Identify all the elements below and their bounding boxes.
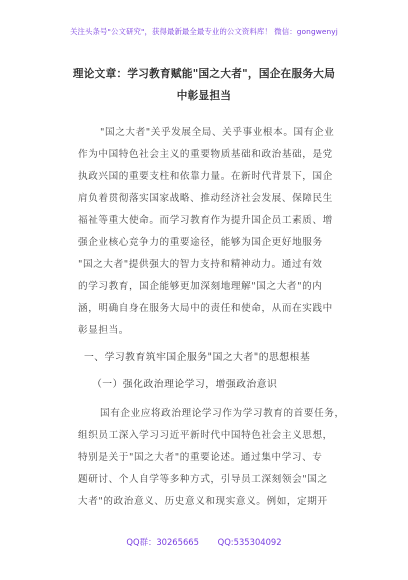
paragraph-line: 强企业核心竞争力的重要途径，能够为国企更好地服务: [78, 237, 323, 248]
paragraph-line: 彰显担当。: [78, 325, 129, 336]
paragraph-line: 执政兴国的重要支柱和依靠力量。在新时代背景下，国企: [78, 171, 333, 182]
paragraph-line: 大者"的政治意义、历史意义和现实意义。例如，定期开: [78, 496, 328, 507]
paragraph-line: "国之大者"关乎发展全局、关乎事业根本。国有企业: [100, 127, 335, 138]
subsection-heading: （一）强化政治理论学习，增强政治意识: [92, 379, 278, 390]
paragraph-line: 作为中国特色社会主义的重要物质基础和政治基础，是党: [78, 149, 333, 160]
footer-contact: [0, 536, 408, 548]
footer-qq-group: QQ群：30265665: [126, 537, 199, 547]
paragraph-line: 涵，明确自身在服务大局中的责任和使命，从而在实践中: [78, 303, 333, 314]
paragraph-line: 特别是关于"国之大者"的重要论述。通过集中学习、专: [78, 452, 323, 463]
document-title-line-1: 理论文章：学习教育赋能"国之大者"，国企在服务大局: [72, 68, 336, 80]
paragraph-line: 组织员工深入学习习近平新时代中国特色社会主义思想，: [78, 430, 333, 441]
paragraph-line: 福祉等重大使命。而学习教育作为提升国企员工素质、增: [78, 215, 333, 226]
paragraph-line: 的学习教育，国企能够更加深刻地理解"国之大者"的内: [78, 281, 323, 292]
document-title-line-2: 中彰显担当: [176, 90, 232, 102]
paragraph-line: "国之大者"提供强大的智力支持和精神动力。通过有效: [78, 259, 323, 270]
footer-qq: QQ:535304092: [217, 537, 282, 547]
header-banner: 关注头条号"公文研究"，获得最新最全最专业的公文资料库！ 微信：gongwenyj: [70, 27, 338, 36]
paragraph-line: 题研讨、个人自学等多种方式，引导员工深刻领会"国之: [78, 474, 328, 485]
paragraph-line: 肩负着贯彻落实国家战略、推动经济社会发展、保障民生: [78, 193, 333, 204]
section-heading: 一、学习教育筑牢国企服务"国之大者"的思想根基: [84, 352, 311, 363]
paragraph-line: 国有企业应将政治理论学习作为学习教育的首要任务，: [100, 408, 345, 419]
